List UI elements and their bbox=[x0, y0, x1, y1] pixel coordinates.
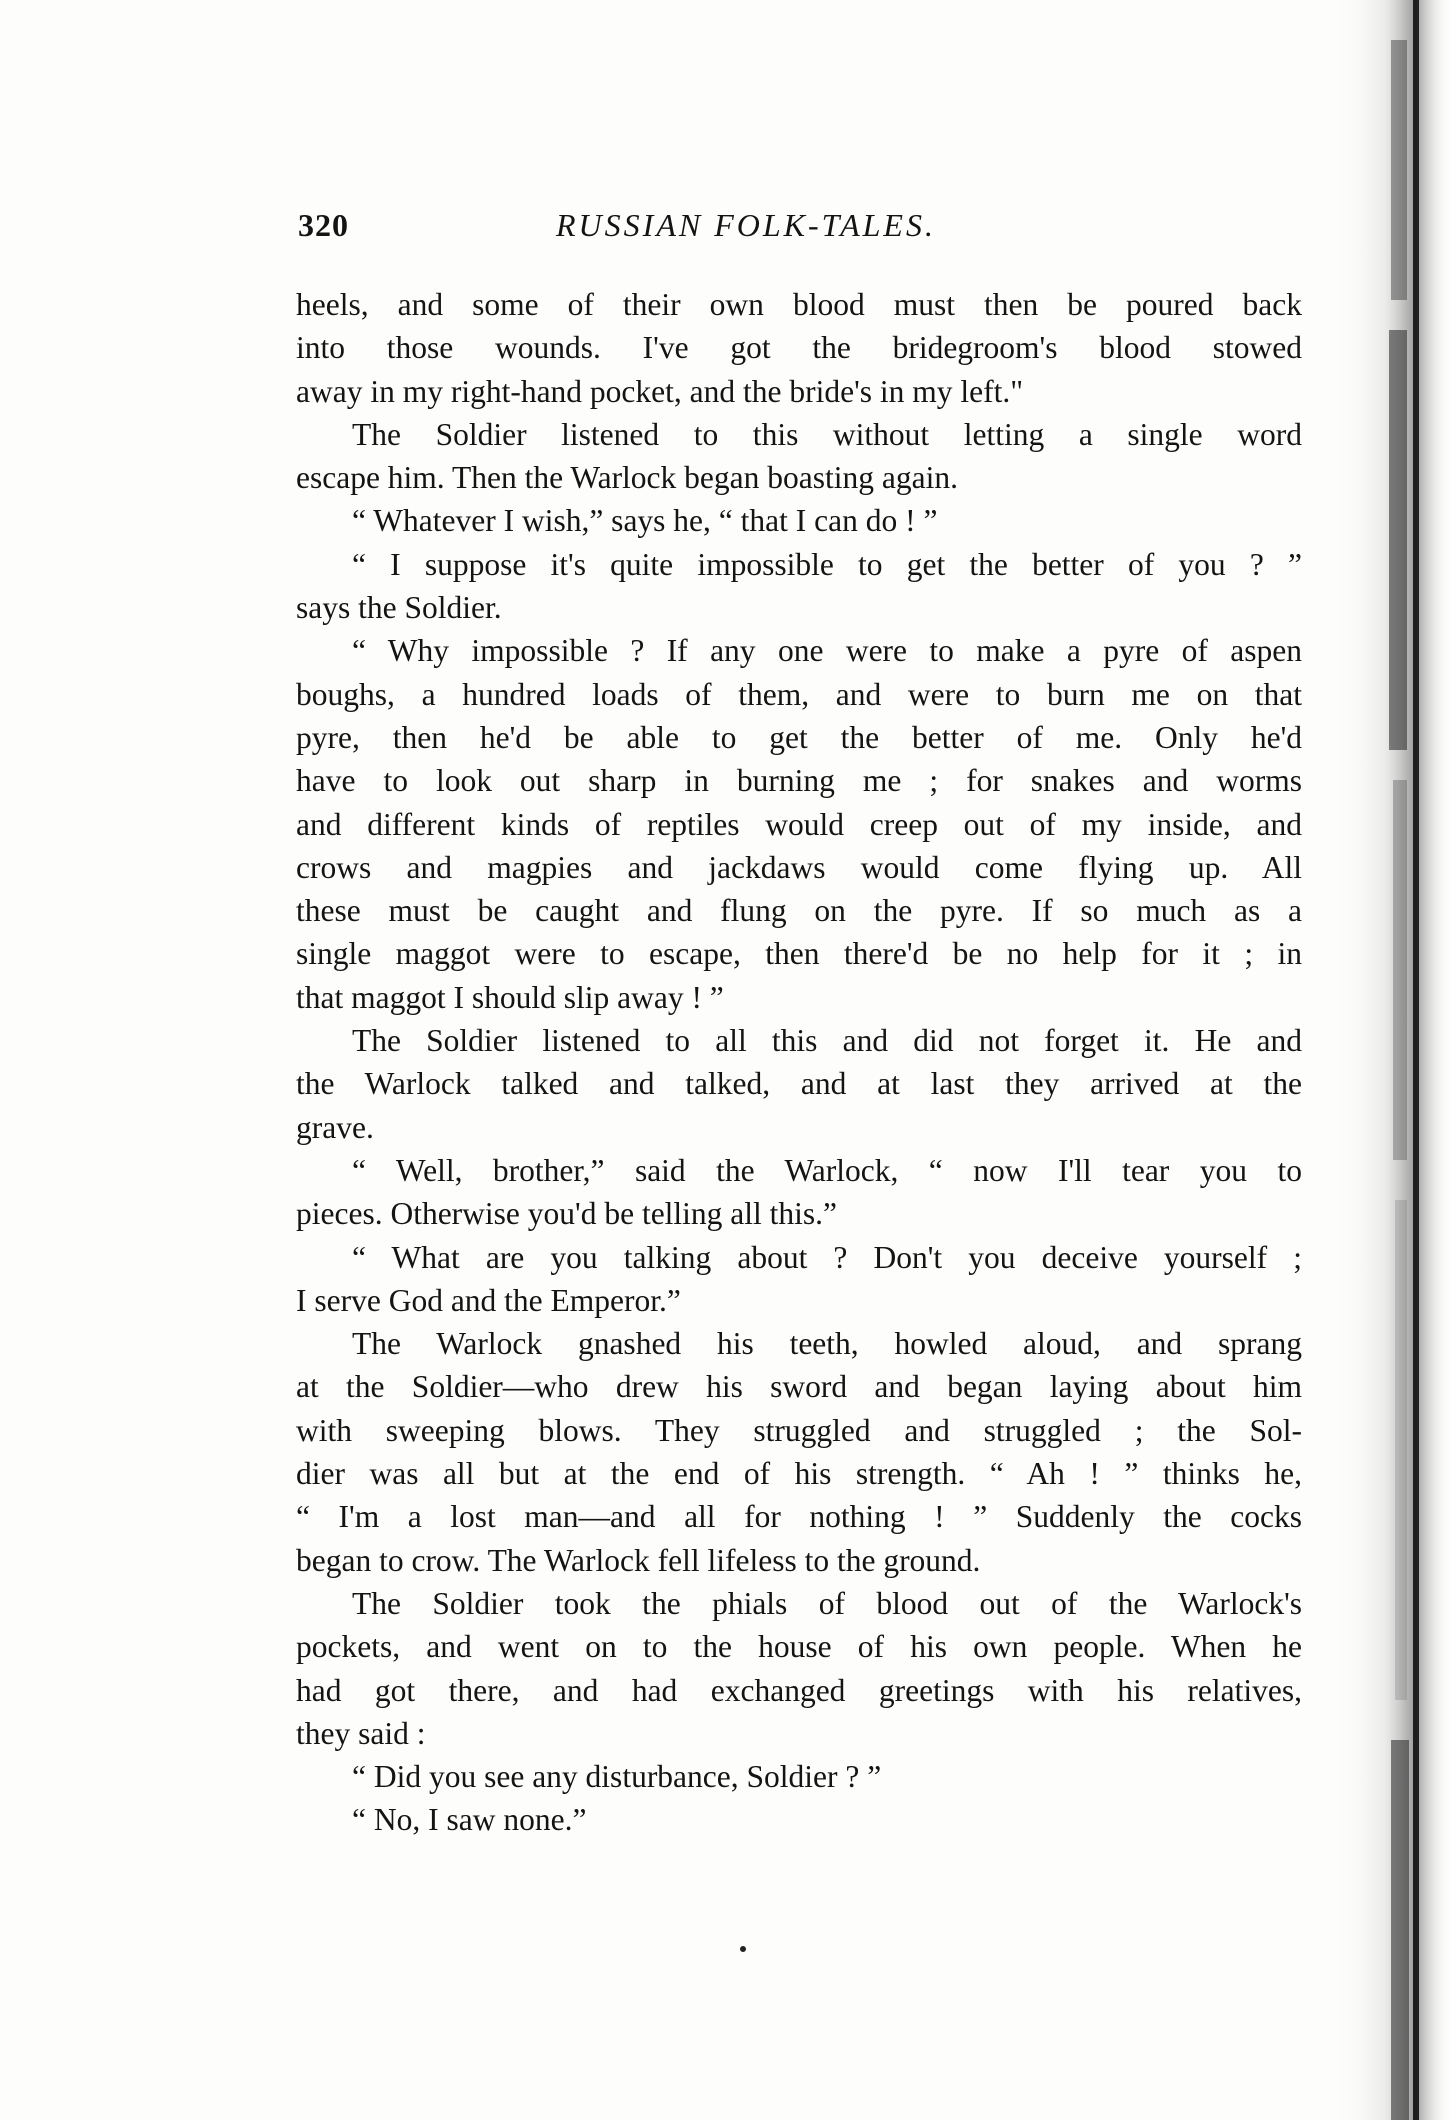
text-line: pyre, then he'd be able to get the better of me. Only he'd bbox=[296, 719, 1302, 755]
text-line: “ I suppose it's quite impossible to get the better of you ? ” bbox=[352, 546, 1302, 582]
page-number: 320 bbox=[298, 207, 349, 243]
text-line: away in my right-hand pocket, and the bride's in my left." bbox=[296, 373, 1024, 409]
body-text bbox=[296, 283, 1302, 1842]
text-line: says the Soldier. bbox=[296, 590, 502, 626]
text-line: began to crow. The Warlock fell lifeless to the ground. bbox=[296, 1542, 981, 1578]
text-line: have to look out sharp in burning me ; for snakes and worms bbox=[296, 763, 1302, 799]
text-line: “ Whatever I wish,” says he, “ that I can do ! ” bbox=[352, 503, 938, 539]
text-line: “ Well, brother,” said the Warlock, “ now I'll tear you to bbox=[352, 1152, 1302, 1188]
text-line: “ No, I saw none.” bbox=[352, 1802, 587, 1838]
text-line: The Soldier listened to all this and did not forget it. He and bbox=[352, 1023, 1302, 1059]
page-header bbox=[298, 207, 1308, 257]
text-line: heels, and some of their own blood must then be poured back bbox=[296, 287, 1302, 322]
text-line: The Soldier listened to this without letting a single word bbox=[352, 416, 1302, 452]
text-line: boughs, a hundred loads of them, and were to burn me on that bbox=[296, 676, 1302, 712]
text-line: “ I'm a lost man—and all for nothing ! ” Suddenly the cocks bbox=[296, 1499, 1302, 1535]
text-line: that maggot I should slip away ! ” bbox=[296, 979, 724, 1015]
text-line: the Warlock talked and talked, and at last they arrived at the bbox=[296, 1066, 1302, 1102]
text-line: dier was all but at the end of his strength. “ Ah ! ” thinks he, bbox=[296, 1456, 1302, 1492]
text-line: they said : bbox=[296, 1715, 426, 1751]
text-line: had got there, and had exchanged greetings with his relatives, bbox=[296, 1672, 1302, 1708]
text-line: The Warlock gnashed his teeth, howled aloud, and sprang bbox=[352, 1326, 1302, 1362]
text-line: into those wounds. I've got the bridegroom's blood stowed bbox=[296, 330, 1302, 366]
text-line: with sweeping blows. They struggled and struggled ; the Sol- bbox=[296, 1412, 1302, 1448]
text-line: single maggot were to escape, then there'd be no help for it ; in bbox=[296, 936, 1302, 972]
text-line: crows and magpies and jackdaws would come flying up. All bbox=[296, 849, 1302, 885]
printer-dot bbox=[740, 1946, 746, 1952]
running-title: RUSSIAN FOLK-TALES. bbox=[556, 207, 936, 243]
text-line: “ Why impossible ? If any one were to make a pyre of aspen bbox=[352, 633, 1302, 669]
text-line: these must be caught and flung on the pyre. If so much as a bbox=[296, 893, 1302, 929]
text-line: grave. bbox=[296, 1109, 374, 1145]
text-line: “ What are you talking about ? Don't you deceive yourself ; bbox=[352, 1239, 1302, 1275]
scanned-gutter-shadow bbox=[1331, 0, 1451, 2120]
text-line: escape him. Then the Warlock began boasting again. bbox=[296, 460, 958, 496]
text-line: at the Soldier—who drew his sword and began laying about him bbox=[296, 1369, 1302, 1405]
gutter-shadow-graphic bbox=[1331, 0, 1451, 2120]
text-line: pieces. Otherwise you'd be telling all this.” bbox=[296, 1196, 838, 1232]
text-line: “ Did you see any disturbance, Soldier ? ” bbox=[352, 1759, 882, 1795]
text-line: I serve God and the Emperor.” bbox=[296, 1282, 681, 1318]
text-line: pockets, and went on to the house of his own people. When he bbox=[296, 1629, 1302, 1665]
text-line: The Soldier took the phials of blood out of the Warlock's bbox=[352, 1585, 1302, 1621]
text-line: and different kinds of reptiles would creep out of my inside, and bbox=[296, 806, 1302, 842]
